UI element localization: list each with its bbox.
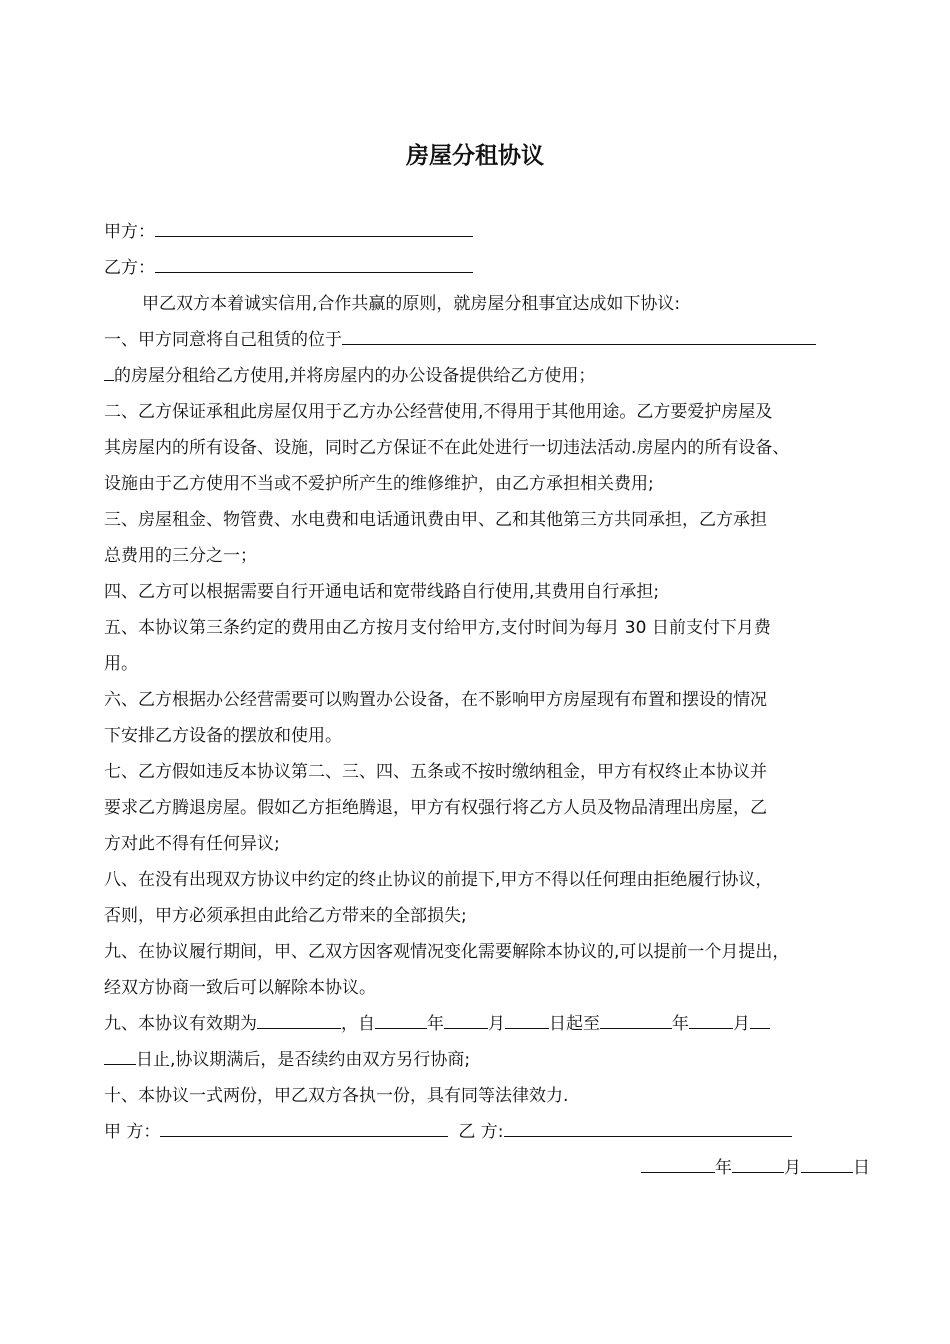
end-day-blank[interactable] [750, 1012, 770, 1029]
clause-9-line-2: 经双方协商一致后可以解除本协议。 [104, 978, 376, 998]
document-title: 房屋分租协议 [406, 143, 544, 169]
month-label: 月 [488, 1014, 505, 1034]
location-blank-cont[interactable] [104, 364, 114, 381]
party-b-line [104, 250, 870, 286]
term-line-2 [104, 1042, 870, 1078]
clause-10-line-1: 十、本协议一式两份，甲乙双方各执一份，具有同等法律效力. [104, 1086, 569, 1106]
term-label: 九、本协议有效期为 [104, 1014, 257, 1034]
year-label: 年 [427, 1014, 444, 1034]
term-from-label: ，自 [341, 1014, 375, 1034]
document-body [104, 214, 870, 1186]
location-blank[interactable] [342, 328, 816, 345]
party-a-line [104, 214, 870, 250]
month-label: 月 [784, 1158, 801, 1178]
term-length-blank[interactable] [257, 1012, 341, 1029]
clause-4-line-1: 四、乙方可以根据需要自行开通电话和宽带线路自行使用,其费用自行承担; [104, 582, 660, 602]
clause-2-line-1: 二、乙方保证承租此房屋仅用于乙方办公经营使用,不得用于其他用途。乙方要爱护房屋及 [104, 402, 773, 422]
day-label: 日 [853, 1158, 870, 1178]
clause-5-line-2: 用。 [104, 654, 138, 674]
clause-8-line-2: 否则，甲方必须承担由此给乙方带来的全部损失; [104, 906, 467, 926]
sign-party-a-label: 甲 方： [104, 1122, 161, 1142]
clause-6-line-1: 六、乙方根据办公经营需要可以购置办公设备，在不影响甲方房屋现有布置和摆设的情况 [104, 690, 767, 710]
signature-date-line [104, 1150, 870, 1186]
start-day-blank[interactable] [505, 1012, 549, 1029]
day-from-label: 日起至 [549, 1014, 600, 1034]
clause-1-line-1 [104, 322, 870, 358]
end-month-blank[interactable] [689, 1012, 733, 1029]
clause-3-line-2: 总费用的三分之一； [104, 546, 257, 566]
clause-1-text-2: 的房屋分租给乙方使用,并将房屋内的办公设备提供给乙方使用； [114, 366, 596, 386]
sign-day-blank[interactable] [801, 1156, 853, 1173]
party-b-label: 乙方： [104, 258, 155, 278]
start-year-blank[interactable] [375, 1012, 427, 1029]
sign-party-b-label: 乙 方: [458, 1122, 504, 1142]
end-year-blank[interactable] [600, 1012, 672, 1029]
clause-2-line-3: 设施由于乙方使用不当或不爱护所产生的维修维护，由乙方承担相关费用; [104, 474, 654, 494]
month-label: 月 [733, 1014, 750, 1034]
clause-6-line-2: 下安排乙方设备的摆放和使用。 [104, 726, 342, 746]
start-month-blank[interactable] [444, 1012, 488, 1029]
sign-month-blank[interactable] [732, 1156, 784, 1173]
party-a-label: 甲方： [104, 222, 155, 242]
clause-8-line-1: 八、在没有出现双方协议中约定的终止协议的前提下,甲方不得以任何理由拒绝履行协议， [104, 870, 773, 890]
year-label: 年 [672, 1014, 689, 1034]
clause-1-text: 一、甲方同意将自己租赁的位于 [104, 330, 342, 350]
clause-1-line-2 [104, 358, 870, 394]
signature-line [104, 1114, 870, 1150]
year-label: 年 [715, 1158, 732, 1178]
clause-7-line-2: 要求乙方腾退房屋。假如乙方拒绝腾退，甲方有权强行将乙方人员及物品清理出房屋，乙 [104, 798, 767, 818]
clause-7-line-3: 方对此不得有任何异议; [104, 834, 280, 854]
intro-paragraph: 甲乙双方本着诚实信用,合作共赢的原则，就房屋分租事宜达成如下协议: [142, 294, 681, 314]
sign-party-b-blank[interactable] [504, 1120, 792, 1137]
sign-year-blank[interactable] [641, 1156, 715, 1173]
clause-9-line-1: 九、在协议履行期间，甲、乙双方因客观情况变化需要解除本协议的,可以提前一个月提出， [104, 942, 790, 962]
clause-3-line-1: 三、房屋租金、物管费、水电费和电话通讯费由甲、乙和其他第三方共同承担，乙方承担 [104, 510, 767, 530]
party-a-blank[interactable] [155, 220, 473, 237]
end-day-blank-cont[interactable] [104, 1048, 136, 1065]
sign-party-a-blank[interactable] [160, 1120, 448, 1137]
party-b-blank[interactable] [155, 256, 473, 273]
clause-7-line-1: 七、乙方假如违反本协议第二、三、四、五条或不按时缴纳租金，甲方有权终止本协议并 [104, 762, 767, 782]
term-end-text: 日止,协议期满后，是否续约由双方另行协商; [136, 1050, 471, 1070]
term-line-1 [104, 1006, 870, 1042]
clause-2-line-2: 其房屋内的所有设备、设施，同时乙方保证不在此处进行一切违法活动.房屋内的所有设备、 [104, 438, 790, 458]
clause-5-line-1: 五、本协议第三条约定的费用由乙方按月支付给甲方,支付时间为每月 30 日前支付下月费 [104, 618, 771, 638]
